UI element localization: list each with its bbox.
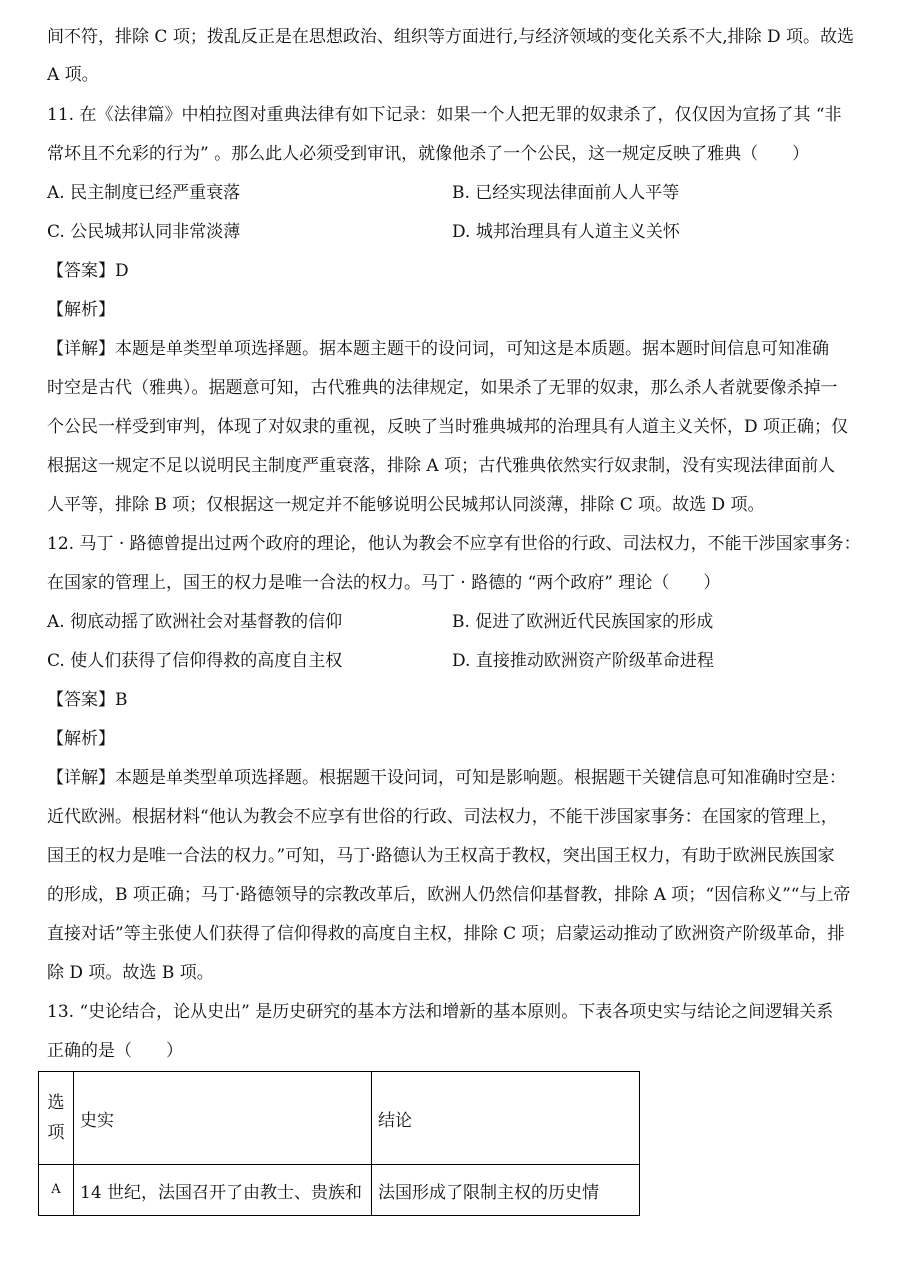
q12-detail-line-1: 【详解】本题是单类型单项选择题。根据题干设问词，可知是影响题。根据题干关键信息可知准确时空是： bbox=[47, 768, 846, 788]
q11-detail-line-4: 根据这一规定不足以说明民主制度严重衰落，排除 A 项；古代雅典依然实行奴隶制，没有实现法律面前人 bbox=[47, 456, 836, 476]
q11-detail-line-1: 【详解】本题是单类型单项选择题。据本题主题干的设问词，可知这是本质题。据本题时间信息可知准确 bbox=[47, 339, 829, 359]
q11-option-c: C. 公民城邦认同非常淡薄 bbox=[47, 222, 241, 242]
q11-detail-line-3: 个公民一样受到审判，体现了对奴隶的重视，反映了当时雅典城邦的治理具有人道主义关怀，D 项正确；仅 bbox=[47, 417, 849, 437]
q12-detail-line-4: 的形成，B 项正确；马丁·路德领导的宗教改革后，欧洲人仍然信仰基督教，排除 A 项；“因信称义”“与上帝 bbox=[47, 885, 851, 905]
table-header-fact: 史实 bbox=[74, 1072, 372, 1165]
q13-stem-line-1: 13. “史论结合，论从史出” 是历史研究的基本方法和增新的基本原则。下表各项史实与结论之间逻辑关系 bbox=[47, 1002, 834, 1022]
prev-answer-line-2: A 项。 bbox=[47, 65, 99, 85]
q11-option-d: D. 城邦治理具有人道主义关怀 bbox=[452, 222, 680, 242]
q12-detail-line-6: 除 D 项。故选 B 项。 bbox=[47, 963, 214, 983]
prev-answer-line-1: 间不符，排除 C 项；拨乱反正是在思想政治、组织等方面进行,与经济领域的变化关系不大,排除 D 项。故选 bbox=[47, 27, 855, 47]
q13-table bbox=[38, 1071, 640, 1216]
q11-option-b: B. 已经实现法律面前人人平等 bbox=[452, 183, 680, 203]
q12-option-a: A. 彻底动摇了欧洲社会对基督教的信仰 bbox=[47, 612, 343, 632]
q12-option-c: C. 使人们获得了信仰得救的高度自主权 bbox=[47, 651, 343, 671]
q11-detail-line-2: 时空是古代（雅典）。据题意可知，古代雅典的法律规定，如果杀了无罪的奴隶，那么杀人者就要像杀掉一 bbox=[47, 378, 838, 398]
table-row bbox=[39, 1165, 640, 1216]
table-cell-conclusion: 法国形成了限制主权的历史情 bbox=[372, 1165, 640, 1216]
q12-detail-line-3: 国王的权力是唯一合法的权力。”可知，马丁·路德认为王权高于教权，突出国王权力，有助于欧洲民族国家 bbox=[47, 846, 835, 866]
q12-stem-line-1: 12. 马丁 · 路德曾提出过两个政府的理论，他认为教会不应享有世俗的行政、司法权力，不能干涉国家事务： bbox=[47, 534, 861, 554]
table-cell-option: A bbox=[39, 1165, 74, 1216]
table-header-row bbox=[39, 1072, 640, 1165]
q11-option-a: A. 民主制度已经严重衰落 bbox=[47, 183, 241, 203]
q11-stem-line-1: 11. 在《法律篇》中柏拉图对重典法律有如下记录：如果一个人把无罪的奴隶杀了，仅仅因为宣扬了其 “非 bbox=[47, 105, 842, 125]
q13-stem-line-2: 正确的是（ ） bbox=[47, 1041, 183, 1061]
q11-analysis-label: 【解析】 bbox=[47, 300, 115, 320]
q12-detail-line-5: 直接对话”等主张使人们获得了信仰得救的高度自主权，排除 C 项；启蒙运动推动了欧洲资产阶级革命，排 bbox=[47, 924, 845, 944]
q12-stem-line-2: 在国家的管理上，国王的权力是唯一合法的权力。马丁 · 路德的 “两个政府” 理论（ ） bbox=[47, 573, 721, 593]
q12-answer: 【答案】B bbox=[47, 690, 128, 710]
q12-option-b: B. 促进了欧洲近代民族国家的形成 bbox=[452, 612, 714, 632]
q12-detail-line-2: 近代欧洲。根据材料“他认为教会不应享有世俗的行政、司法权力，不能干涉国家事务：在国家的管理上， bbox=[47, 807, 838, 827]
q11-detail-line-5: 人平等，排除 B 项；仅根据这一规定并不能够说明公民城邦认同淡薄，排除 C 项。故选 D 项。 bbox=[47, 495, 765, 515]
table-header-conclusion: 结论 bbox=[372, 1072, 640, 1165]
q11-stem-line-2: 常坏且不允彩的行为” 。那么此人必须受到审讯，就像他杀了一个公民，这一规定反映了雅典（ ） bbox=[47, 144, 810, 164]
table-header-option: 选项 bbox=[39, 1072, 74, 1165]
table-cell-fact: 14 世纪，法国召开了由教士、贵族和 bbox=[74, 1165, 372, 1216]
q12-option-d: D. 直接推动欧洲资产阶级革命进程 bbox=[452, 651, 714, 671]
q12-analysis-label: 【解析】 bbox=[47, 729, 115, 749]
q11-answer: 【答案】D bbox=[47, 261, 129, 281]
